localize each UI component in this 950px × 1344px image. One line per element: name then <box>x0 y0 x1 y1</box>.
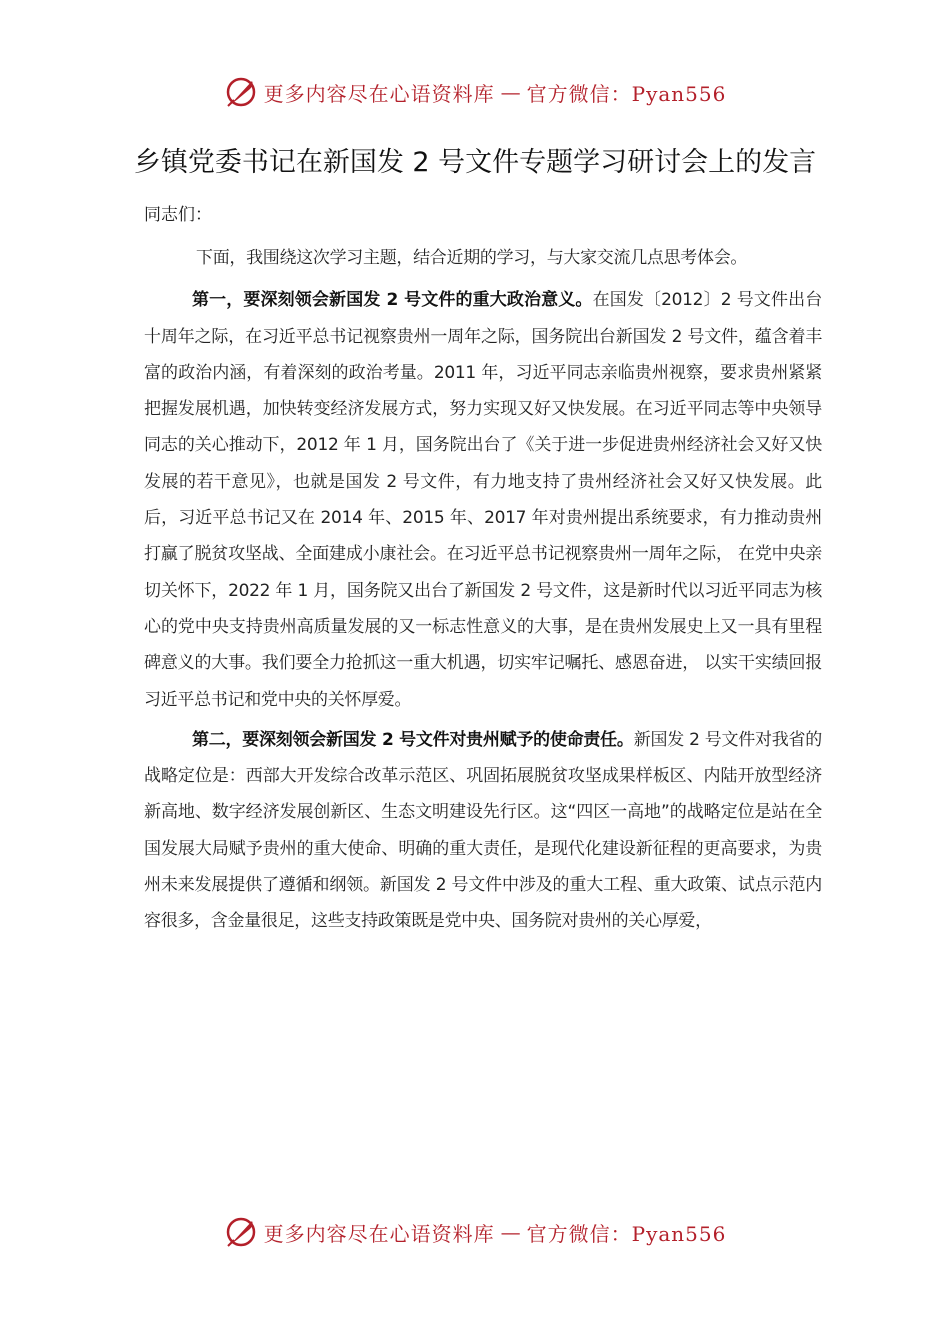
watermark-banner-bottom <box>0 1212 950 1252</box>
quill-logo-icon <box>224 75 258 109</box>
quill-logo-icon <box>224 1215 258 1249</box>
watermark-wechat: 官方微信：Pyan556 <box>526 1221 727 1246</box>
document-body <box>144 198 822 940</box>
intro-paragraph: 下面，我围绕这次学习主题，结合近期的学习，与大家交流几点思考体会。 <box>196 248 748 268</box>
watermark-text: 更多内容尽在心语资料库 <box>263 81 495 106</box>
greeting: 同志们： <box>144 205 212 225</box>
section-paragraph <box>144 722 822 940</box>
section-body: 新国发 2 号文件对我省的战略定位是：西部大开发综合改革示范区、巩固拓展脱贫攻坚成果样板区、内陆开放型经济新高地、数字经济发展创新区、生态文明建设先行区。这“四区一高地”的战略定位是站在全国发展大局赋予贵州的重大使命、明确的重大责任，是现代化建设新征程的更高要求，为贵州未来发展提供了遵循和纲领。新国发 2 号文件中涉及的重大工程、重大政策、试点示范内容很多，含金量很足，这些支持政策既是党中央、国务院对贵州的关心厚爱， <box>144 729 822 932</box>
watermark-dash: — <box>500 80 521 104</box>
watermark-banner-top <box>0 72 950 112</box>
section-lead: 第二，要深刻领会新国发 2 号文件对贵州赋予的使命责任。 <box>192 729 634 750</box>
document-title: 乡镇党委书记在新国发 2 号文件专题学习研讨会上的发言 <box>133 147 817 178</box>
watermark-dash: — <box>500 1220 521 1244</box>
watermark-text: 更多内容尽在心语资料库 <box>263 1221 495 1246</box>
section-paragraph <box>144 282 822 718</box>
section-body: 在国发〔2012〕2 号文件出台十周年之际，在习近平总书记视察贵州一周年之际，国务院出台新国发 2 号文件，蕴含着丰富的政治内涵，有着深刻的政治考量。2011 年，习近平同志亲临贵州视察，要求贵州紧紧把握发展机遇，加快转变经济发展方式，努力实现又好又快发展。在习近平同志等中央领导同志的关心推动下，2012 年 1 月，国务院出台了《关于进一步促进贵州经济社会又好又快发展的若干意见》，也就是国发 2 号文件，有力地支持了贵州经济社会又好又快发展。此后，习近平总书记又在 2014 年、2015 年、2017 年对贵州提出系统要求，有力推动贵州打赢了脱贫攻坚战、全面建成小康社会。在习近平总书记视察贵州一周年之际， 在党中央亲切关怀下，2022 年 1 月，国务院又出台了新国发 2 号文件，这是新时代以习近平同志为核心的党中央支持贵州高质量发展的又一标志性意义的大事，是在贵州发展史上又一具有里程碑意义的大事。我们要全力抢抓这一重大机遇，切实牢记嘱托、感恩奋进， 以实干实绩回报习近平总书记和党中央的关怀厚爱。 <box>144 290 823 710</box>
section-lead: 第一，要深刻领会新国发 2 号文件的重大政治意义。 <box>192 290 593 311</box>
watermark-wechat: 官方微信：Pyan556 <box>526 81 727 106</box>
